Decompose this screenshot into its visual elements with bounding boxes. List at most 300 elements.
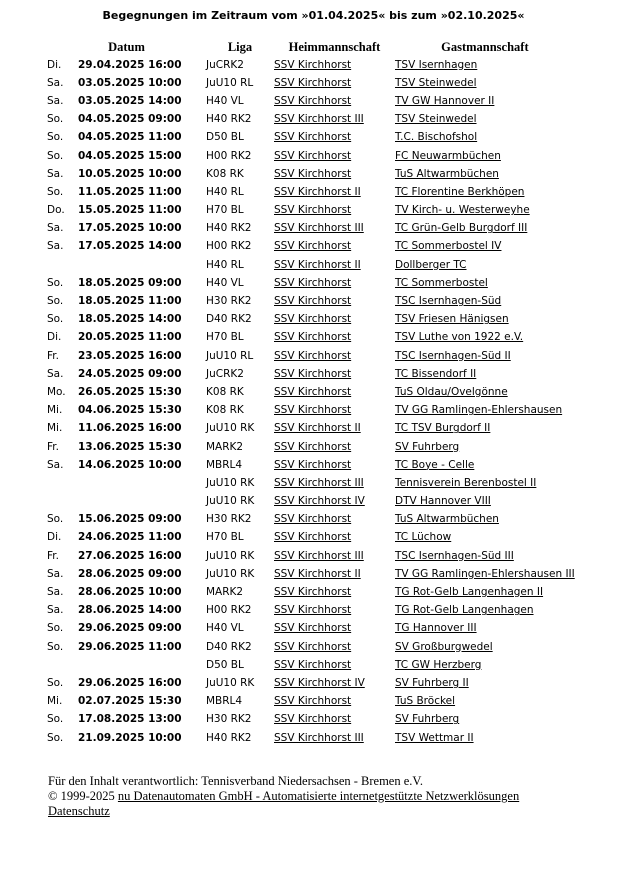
schedule-table <box>47 38 575 747</box>
match-weekday: So. <box>47 113 64 126</box>
away-team <box>395 292 575 310</box>
away-team <box>395 347 575 365</box>
table-row <box>47 547 575 565</box>
table-header-row <box>47 38 575 56</box>
away-team-link[interactable]: TV GW Hannover II <box>395 94 495 107</box>
away-team <box>395 220 575 238</box>
away-team <box>395 402 575 420</box>
away-team-link[interactable]: FC Neuwarmbüchen <box>395 149 501 162</box>
home-team <box>274 111 395 129</box>
away-team-link[interactable]: TSC Isernhagen-Süd II <box>395 349 511 362</box>
away-team <box>395 74 575 92</box>
match-date: 15.06.2025 09:00 <box>78 513 182 526</box>
table-row <box>47 292 575 310</box>
match-weekday: Fr. <box>47 440 59 453</box>
home-team <box>274 292 395 310</box>
home-team <box>274 565 395 583</box>
home-team-link[interactable]: SSV Kirchhorst III <box>274 476 364 489</box>
home-team <box>274 420 395 438</box>
home-team <box>274 311 395 329</box>
match-liga: K08 RK <box>206 385 244 398</box>
match-date: 29.06.2025 16:00 <box>78 676 182 689</box>
away-team <box>395 274 575 292</box>
footer-copyright <box>48 789 608 804</box>
match-date: 27.06.2025 16:00 <box>78 549 182 562</box>
match-date: 04.05.2025 11:00 <box>78 131 182 144</box>
match-date: 23.05.2025 16:00 <box>78 349 182 362</box>
table-row <box>47 565 575 583</box>
away-team-link[interactable]: TuS Altwarmbüchen <box>395 513 499 526</box>
away-team-link[interactable]: SV Fuhrberg <box>395 440 460 453</box>
footer-responsible: Für den Inhalt verantwortlich: Tennisverband Niedersachsen - Bremen e.V. <box>48 774 423 788</box>
match-liga: JuU10 RK <box>206 549 255 562</box>
match-weekday: So. <box>47 131 64 144</box>
header-heimmannschaft: Heimmannschaft <box>288 39 381 54</box>
match-date: 28.06.2025 10:00 <box>78 586 182 599</box>
home-team <box>274 474 395 492</box>
match-weekday <box>47 474 78 492</box>
home-team-link[interactable]: SSV Kirchhorst <box>274 458 352 471</box>
home-team <box>274 92 395 110</box>
match-liga: H00 RK2 <box>206 604 252 617</box>
match-weekday: So. <box>47 149 64 162</box>
home-team <box>274 529 395 547</box>
match-weekday: So. <box>47 513 64 526</box>
away-team <box>395 111 575 129</box>
table-row <box>47 311 575 329</box>
away-team <box>395 547 575 565</box>
away-team-link[interactable]: TSV Luthe von 1922 e.V. <box>395 331 524 344</box>
table-row <box>47 256 575 274</box>
copyright-text: © 1999-2025 <box>48 789 115 803</box>
home-team-link[interactable]: SSV Kirchhorst <box>274 58 352 71</box>
match-weekday: Sa. <box>47 604 64 617</box>
nu-datenautomaten-link[interactable]: nu Datenautomaten GmbH - Automatisierte internetgestützte Netzwerklösungen <box>117 789 520 803</box>
home-team <box>274 238 395 256</box>
away-team <box>395 438 575 456</box>
page-title: Begegnungen im Zeitraum vom »01.04.2025« bis zum »02.10.2025« <box>102 9 525 22</box>
away-team <box>395 238 575 256</box>
table-row <box>47 656 575 674</box>
away-team <box>395 165 575 183</box>
match-weekday: So. <box>47 185 64 198</box>
match-date: 24.05.2025 09:00 <box>78 367 182 380</box>
match-weekday: Fr. <box>47 549 59 562</box>
match-weekday <box>47 493 78 511</box>
match-liga: H00 RK2 <box>206 149 252 162</box>
match-weekday: Mo. <box>47 385 66 398</box>
away-team <box>395 674 575 692</box>
table-row <box>47 56 575 74</box>
header-datum: Datum <box>108 39 145 54</box>
match-liga: JuU10 RK <box>206 495 255 508</box>
table-row <box>47 638 575 656</box>
away-team <box>395 183 575 201</box>
home-team <box>274 383 395 401</box>
home-team-link[interactable]: SSV Kirchhorst III <box>274 731 364 744</box>
match-liga: JuU10 RK <box>206 676 255 689</box>
away-team <box>395 729 575 747</box>
match-liga: H30 RK2 <box>206 295 252 308</box>
match-weekday <box>47 656 78 674</box>
home-team <box>274 329 395 347</box>
match-weekday: Di. <box>47 531 62 544</box>
match-liga: H00 RK2 <box>206 240 252 253</box>
match-date: 11.05.2025 11:00 <box>78 185 182 198</box>
table-row <box>47 711 575 729</box>
table-row <box>47 583 575 601</box>
home-team-link[interactable]: SSV Kirchhorst II <box>274 567 361 580</box>
home-team <box>274 274 395 292</box>
match-date: 29.06.2025 09:00 <box>78 622 182 635</box>
match-liga: H40 RL <box>206 185 244 198</box>
home-team-link[interactable]: SSV Kirchhorst <box>274 622 352 635</box>
home-team-link[interactable]: SSV Kirchhorst II <box>274 185 361 198</box>
away-team <box>395 456 575 474</box>
away-team-link[interactable]: TSV Wettmar II <box>395 731 474 744</box>
match-weekday: Sa. <box>47 94 64 107</box>
table-row <box>47 438 575 456</box>
home-team <box>274 511 395 529</box>
home-team-link[interactable]: SSV Kirchhorst IV <box>274 495 365 508</box>
home-team <box>274 165 395 183</box>
away-team-link[interactable]: TC TSV Burgdorf II <box>395 422 491 435</box>
home-team-link[interactable]: SSV Kirchhorst <box>274 76 352 89</box>
match-weekday: So. <box>47 731 64 744</box>
home-team <box>274 74 395 92</box>
table-row <box>47 129 575 147</box>
away-team-link[interactable]: TuS Oldau/Ovelgönne <box>395 385 508 398</box>
away-team-link[interactable]: TSC Isernhagen-Süd <box>395 295 502 308</box>
table-row <box>47 474 575 492</box>
home-team-link[interactable]: SSV Kirchhorst III <box>274 549 364 562</box>
away-team-link[interactable]: Dollberger TC <box>395 258 467 271</box>
table-row <box>47 456 575 474</box>
match-date: 14.06.2025 10:00 <box>78 458 182 471</box>
away-team-link[interactable]: TC Florentine Berkhöpen <box>395 185 525 198</box>
table-row <box>47 238 575 256</box>
away-team-link[interactable]: TG Rot-Gelb Langenhagen II <box>395 586 544 599</box>
table-row <box>47 92 575 110</box>
match-date: 04.05.2025 09:00 <box>78 113 182 126</box>
match-date: 24.06.2025 11:00 <box>78 531 182 544</box>
home-team-link[interactable]: SSV Kirchhorst IV <box>274 676 365 689</box>
away-team <box>395 583 575 601</box>
match-date <box>78 656 206 674</box>
away-team <box>395 529 575 547</box>
match-weekday: Di. <box>47 331 62 344</box>
match-date <box>78 256 206 274</box>
away-team-link[interactable]: TV GG Ramlingen-Ehlershausen <box>395 404 563 417</box>
table-row <box>47 602 575 620</box>
away-team-link[interactable]: TV GG Ramlingen-Ehlershausen III <box>395 567 575 580</box>
match-weekday: So. <box>47 676 64 689</box>
table-row <box>47 493 575 511</box>
home-team-link[interactable]: SSV Kirchhorst II <box>274 422 361 435</box>
away-team <box>395 329 575 347</box>
home-team-link[interactable]: SSV Kirchhorst <box>274 313 352 326</box>
away-team-link[interactable]: TC Sommerbostel <box>395 276 488 289</box>
home-team-link[interactable]: SSV Kirchhorst <box>274 658 352 671</box>
table-row <box>47 693 575 711</box>
home-team-link[interactable]: SSV Kirchhorst II <box>274 258 361 271</box>
away-team <box>395 365 575 383</box>
schedule-rows <box>47 56 575 747</box>
away-team <box>395 311 575 329</box>
home-team-link[interactable]: SSV Kirchhorst <box>274 295 352 308</box>
table-row <box>47 402 575 420</box>
home-team <box>274 402 395 420</box>
match-liga: D40 RK2 <box>206 640 252 653</box>
table-row <box>47 274 575 292</box>
home-team-link[interactable]: SSV Kirchhorst <box>274 604 352 617</box>
match-date: 04.06.2025 15:30 <box>78 404 182 417</box>
away-team <box>395 602 575 620</box>
match-weekday: Do. <box>47 204 65 217</box>
away-team-link[interactable]: TG Rot-Gelb Langenhagen <box>395 604 534 617</box>
away-team <box>395 638 575 656</box>
match-date: 29.04.2025 16:00 <box>78 58 182 71</box>
home-team <box>274 456 395 474</box>
match-date: 15.05.2025 11:00 <box>78 204 182 217</box>
home-team <box>274 202 395 220</box>
away-team-link[interactable]: T.C. Bischofshol <box>395 131 478 144</box>
away-team-link[interactable]: TC Sommerbostel IV <box>395 240 502 253</box>
away-team-link[interactable]: TV Kirch- u. Westerweyhe <box>395 204 530 217</box>
away-team-link[interactable]: SV Fuhrberg II <box>395 676 469 689</box>
away-team-link[interactable]: TC Lüchow <box>395 531 452 544</box>
match-weekday <box>47 256 78 274</box>
away-team-link[interactable]: Tennisverein Berenbostel II <box>395 476 537 489</box>
home-team <box>274 620 395 638</box>
home-team-link[interactable]: SSV Kirchhorst <box>274 440 352 453</box>
table-row <box>47 347 575 365</box>
match-date: 03.05.2025 10:00 <box>78 76 182 89</box>
away-team <box>395 420 575 438</box>
home-team <box>274 711 395 729</box>
match-weekday: So. <box>47 713 64 726</box>
home-team-link[interactable]: SSV Kirchhorst III <box>274 113 364 126</box>
away-team-link[interactable]: TSV Friesen Hänigsen <box>395 313 509 326</box>
away-team <box>395 656 575 674</box>
match-weekday: So. <box>47 640 64 653</box>
match-liga: JuCRK2 <box>206 58 244 71</box>
home-team-link[interactable]: SSV Kirchhorst <box>274 513 352 526</box>
away-team-link[interactable]: TC Boye - Celle <box>395 458 475 471</box>
home-team <box>274 183 395 201</box>
home-team-link[interactable]: SSV Kirchhorst <box>274 586 352 599</box>
home-team <box>274 547 395 565</box>
home-team-link[interactable]: SSV Kirchhorst <box>274 94 352 107</box>
table-row <box>47 620 575 638</box>
match-date: 02.07.2025 15:30 <box>78 695 182 708</box>
away-team-link[interactable]: SV Großburgwedel <box>395 640 493 653</box>
home-team-link[interactable]: SSV Kirchhorst <box>274 149 352 162</box>
match-liga: MARK2 <box>206 586 244 599</box>
match-liga: H40 VL <box>206 622 244 635</box>
match-liga: H70 BL <box>206 331 244 344</box>
match-weekday: So. <box>47 622 64 635</box>
table-row <box>47 183 575 201</box>
away-team-link[interactable]: TC GW Herzberg <box>395 658 482 671</box>
footer <box>48 774 608 819</box>
match-liga: H40 VL <box>206 94 244 107</box>
table-row <box>47 147 575 165</box>
match-liga: D50 BL <box>206 131 244 144</box>
away-team <box>395 129 575 147</box>
match-date: 18.05.2025 14:00 <box>78 313 182 326</box>
home-team-link[interactable]: SSV Kirchhorst <box>274 385 352 398</box>
match-liga: H30 RK2 <box>206 513 252 526</box>
home-team-link[interactable]: SSV Kirchhorst <box>274 404 352 417</box>
away-team-link[interactable]: TG Hannover III <box>395 622 477 635</box>
match-weekday: Fr. <box>47 349 59 362</box>
away-team-link[interactable]: TuS Altwarmbüchen <box>395 167 499 180</box>
match-weekday: Di. <box>47 58 62 71</box>
match-date: 17.05.2025 14:00 <box>78 240 182 253</box>
match-liga: MARK2 <box>206 440 244 453</box>
header-liga: Liga <box>227 39 253 54</box>
datenschutz-link[interactable]: Datenschutz <box>48 804 110 818</box>
away-team <box>395 256 575 274</box>
match-weekday: So. <box>47 276 64 289</box>
table-row <box>47 420 575 438</box>
table-row <box>47 383 575 401</box>
match-date <box>78 493 206 511</box>
home-team-link[interactable]: SSV Kirchhorst <box>274 695 352 708</box>
away-team <box>395 693 575 711</box>
match-weekday: Sa. <box>47 458 64 471</box>
match-liga: H70 BL <box>206 531 244 544</box>
home-team <box>274 347 395 365</box>
away-team <box>395 493 575 511</box>
match-liga: JuU10 RL <box>206 349 254 362</box>
table-row <box>47 74 575 92</box>
home-team <box>274 56 395 74</box>
home-team <box>274 365 395 383</box>
home-team-link[interactable]: SSV Kirchhorst <box>274 167 352 180</box>
away-team <box>395 202 575 220</box>
match-weekday: Mi. <box>47 695 63 708</box>
match-liga: H40 RK2 <box>206 731 252 744</box>
match-liga: H30 RK2 <box>206 713 252 726</box>
match-date: 17.08.2025 13:00 <box>78 713 182 726</box>
match-weekday: Mi. <box>47 422 63 435</box>
match-weekday: Sa. <box>47 367 64 380</box>
home-team-link[interactable]: SSV Kirchhorst <box>274 713 352 726</box>
away-team-link[interactable]: SV Fuhrberg <box>395 713 460 726</box>
home-team <box>274 638 395 656</box>
home-team <box>274 493 395 511</box>
match-liga: JuU10 RK <box>206 422 255 435</box>
home-team <box>274 674 395 692</box>
match-date: 20.05.2025 11:00 <box>78 331 182 344</box>
match-liga: K08 RK <box>206 404 244 417</box>
table-row <box>47 165 575 183</box>
home-team-link[interactable]: SSV Kirchhorst <box>274 204 352 217</box>
match-date: 28.06.2025 14:00 <box>78 604 182 617</box>
away-team-link[interactable]: TSV Isernhagen <box>395 58 478 71</box>
home-team-link[interactable]: SSV Kirchhorst <box>274 640 352 653</box>
home-team <box>274 129 395 147</box>
away-team <box>395 56 575 74</box>
away-team-link[interactable]: TC Grün-Gelb Burgdorf III <box>395 222 528 235</box>
home-team <box>274 147 395 165</box>
match-liga: K08 RK <box>206 167 244 180</box>
match-liga: H40 RK2 <box>206 222 252 235</box>
match-weekday: Sa. <box>47 567 64 580</box>
match-liga: H40 RK2 <box>206 113 252 126</box>
table-row <box>47 529 575 547</box>
match-date: 28.06.2025 09:00 <box>78 567 182 580</box>
away-team-link[interactable]: TuS Bröckel <box>395 695 456 708</box>
match-date: 17.05.2025 10:00 <box>78 222 182 235</box>
home-team-link[interactable]: SSV Kirchhorst III <box>274 222 364 235</box>
home-team-link[interactable]: SSV Kirchhorst <box>274 131 352 144</box>
away-team <box>395 620 575 638</box>
table-row <box>47 674 575 692</box>
home-team-link[interactable]: SSV Kirchhorst <box>274 331 352 344</box>
match-date: 18.05.2025 09:00 <box>78 276 182 289</box>
table-row <box>47 729 575 747</box>
match-liga: D50 BL <box>206 658 244 671</box>
home-team-link[interactable]: SSV Kirchhorst <box>274 367 352 380</box>
match-date: 10.05.2025 10:00 <box>78 167 182 180</box>
match-date: 03.05.2025 14:00 <box>78 94 182 107</box>
away-team-link[interactable]: TSC Isernhagen-Süd III <box>395 549 514 562</box>
away-team <box>395 383 575 401</box>
match-weekday: Sa. <box>47 222 64 235</box>
home-team-link[interactable]: SSV Kirchhorst <box>274 531 352 544</box>
match-date <box>78 474 206 492</box>
header-gastmannschaft: Gastmannschaft <box>441 39 529 54</box>
home-team <box>274 438 395 456</box>
away-team-link[interactable]: TC Bissendorf II <box>395 367 477 380</box>
home-team-link[interactable]: SSV Kirchhorst <box>274 276 352 289</box>
home-team-link[interactable]: SSV Kirchhorst <box>274 240 352 253</box>
match-date: 26.05.2025 15:30 <box>78 385 182 398</box>
home-team <box>274 656 395 674</box>
match-date: 04.05.2025 15:00 <box>78 149 182 162</box>
table-row <box>47 220 575 238</box>
away-team <box>395 711 575 729</box>
match-date: 13.06.2025 15:30 <box>78 440 182 453</box>
match-date: 11.06.2025 16:00 <box>78 422 182 435</box>
away-team <box>395 147 575 165</box>
match-liga: H40 RL <box>206 258 244 271</box>
home-team <box>274 602 395 620</box>
away-team-link[interactable]: TSV Steinwedel <box>395 76 477 89</box>
home-team <box>274 583 395 601</box>
table-row <box>47 365 575 383</box>
away-team-link[interactable]: DTV Hannover VIII <box>395 495 491 508</box>
away-team <box>395 474 575 492</box>
match-weekday: Sa. <box>47 586 64 599</box>
match-liga: JuU10 RK <box>206 567 255 580</box>
away-team <box>395 565 575 583</box>
match-weekday: Sa. <box>47 76 64 89</box>
match-weekday: Sa. <box>47 167 64 180</box>
match-liga: MBRL4 <box>206 695 243 708</box>
home-team-link[interactable]: SSV Kirchhorst <box>274 349 352 362</box>
away-team <box>395 511 575 529</box>
match-liga: JuCRK2 <box>206 367 244 380</box>
match-liga: H70 BL <box>206 204 244 217</box>
away-team-link[interactable]: TSV Steinwedel <box>395 113 477 126</box>
match-date: 21.09.2025 10:00 <box>78 731 182 744</box>
home-team <box>274 256 395 274</box>
table-row <box>47 111 575 129</box>
